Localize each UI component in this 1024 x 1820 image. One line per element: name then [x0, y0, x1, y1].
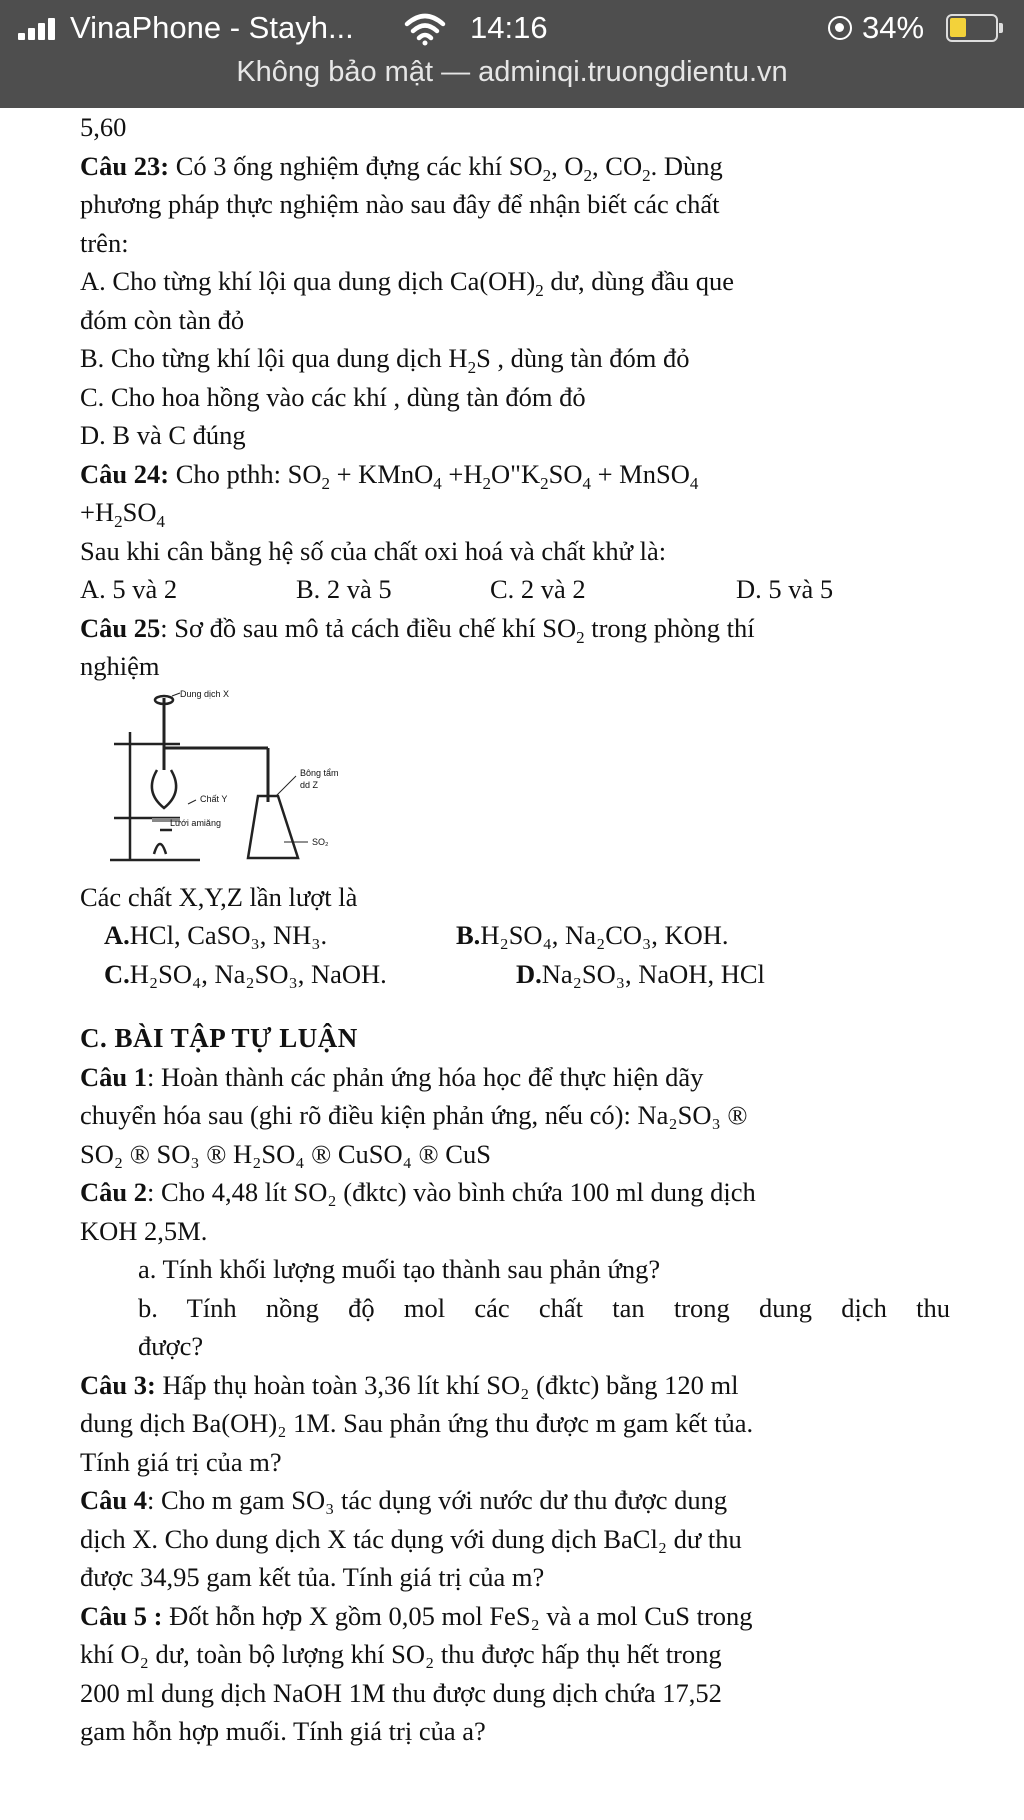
- label-dd-z: dd Z: [300, 779, 319, 790]
- q25-options-row1: [80, 916, 950, 955]
- q25-option-c-text: H₂SO₄, Na₂SO₃, NaOH.: [129, 958, 387, 989]
- c3-label: Câu 3:: [80, 1369, 156, 1400]
- q24-text: + KMnO: [329, 458, 434, 489]
- q25-question: Các chất X,Y,Z lần lượt là: [80, 881, 358, 912]
- battery-percent: 34%: [862, 10, 925, 45]
- c1-label: Câu 1: [80, 1061, 148, 1092]
- q23-option-a-text: dư, dùng đầu que: [543, 266, 735, 296]
- c2-part-b-cont: được?: [138, 1331, 204, 1361]
- q25-option-b-text: H₂SO₄, Na₂CO₃, KOH.: [480, 920, 729, 950]
- c5-label: Câu 5 :: [80, 1600, 163, 1631]
- q25-option-d-text: Na₂SO₃, NaOH, HCl: [541, 958, 765, 989]
- q24-text: +H: [441, 458, 483, 489]
- c1-line1: [80, 1058, 950, 1097]
- q24-label: Câu 24:: [80, 458, 170, 489]
- c4-line1: [80, 1481, 950, 1520]
- q23-line2: phương pháp thực nghiệm nào sau đây để nhận biết các chất: [80, 189, 720, 219]
- c5-line1: [80, 1597, 950, 1636]
- c3-line3: Tính giá trị của m?: [80, 1446, 282, 1477]
- label-dung-dich-x: Dung dịch X: [180, 688, 230, 699]
- q23-text: , O: [551, 150, 584, 181]
- q23-text: , CO: [592, 150, 643, 181]
- rotation-lock-icon: [828, 16, 852, 40]
- q23-text: Có 3 ống nghiệm đựng các khí SO: [169, 150, 543, 181]
- signal-icon: [18, 18, 56, 40]
- battery-icon: [946, 14, 998, 42]
- q25-line2: nghiệm: [80, 651, 160, 681]
- c4-label: Câu 4: [80, 1485, 148, 1515]
- q25-text: trong phòng thí: [584, 612, 755, 643]
- c2-text: : Cho 4,48 lít SO₂ (đktc) vào bình chứa 100 ml dung dịch: [147, 1177, 756, 1207]
- q23-option-a: A. Cho từng khí lội qua dung dịch $Ca(OH)_2$ dư, dùng đầu que: [80, 266, 735, 300]
- label-luoi-amiang: Lưới amiăng: [170, 817, 221, 828]
- q25-label: Câu 25: [80, 612, 161, 643]
- c2-part-b: b. Tính nồng độ mol các chất tan trong dung dịch thu: [138, 1292, 950, 1323]
- q24-question: Sau khi cân bằng hệ số của chất oxi hoá và chất khử là:: [80, 535, 667, 566]
- q25-option-b: [456, 916, 729, 955]
- q24-text: O"K: [491, 458, 541, 489]
- c2-part-a: a. Tính khối lượng muối tạo thành sau phản ứng?: [138, 1254, 661, 1284]
- browser-chrome: [0, 0, 1024, 108]
- q24-text: +H: [80, 497, 115, 527]
- q23-option-b-text: S , dùng tàn đóm đỏ: [476, 343, 690, 373]
- c5-line4: gam hỗn hợp muối. Tính giá trị của a?: [80, 1716, 486, 1746]
- c4-line2: dịch X. Cho dung dịch X tác dụng với dung dịch BaCl₂ dư thu: [80, 1523, 742, 1554]
- q25-options-row2: [80, 955, 950, 994]
- section-heading: C. BÀI TẬP TỰ LUẬN: [80, 1023, 358, 1053]
- q24-line1: Câu 24: Cho pthh: $SO_2$ + KMnO$_4$ $+H_2O"K_2SO_4$ + MnSO$_4$: [80, 458, 699, 493]
- c2-label: Câu 2: [80, 1177, 148, 1207]
- c2-line1: [80, 1173, 950, 1212]
- c4-line3: được 34,95 gam kết tủa. Tính giá trị của m?: [80, 1562, 545, 1592]
- carrier-name: VinaPhone - Stayh...: [70, 10, 354, 45]
- c1-text: : Hoàn thành các phản ứng hóa học để thực hiện dãy: [147, 1061, 704, 1092]
- q24-text: + MnSO: [590, 458, 690, 489]
- q24-option-d: D. 5 và 5: [736, 574, 834, 604]
- c5-line3: 200 ml dung dịch NaOH 1M thu được dung dịch chứa 17,52: [80, 1677, 722, 1708]
- q24-options: [80, 570, 950, 609]
- so2-apparatus-diagram: [100, 688, 360, 870]
- q23-option-d: D. B và C đúng: [80, 420, 246, 450]
- q24-option-b: B. 2 và 5: [296, 574, 392, 604]
- q23-option-b: B. Cho từng khí lội qua dung dịch $H_2S$ , dùng tàn đóm đỏ: [80, 343, 690, 377]
- q24-text: SO: [122, 497, 157, 527]
- q25-option-a-text: HCl, CaSO₃, NH₃.: [129, 920, 328, 950]
- label-chat-y: Chất Y: [200, 793, 228, 804]
- label-so2: SO₂: [312, 836, 329, 847]
- status-bar: [0, 8, 1024, 52]
- q25-option-d-label: D.: [516, 958, 542, 989]
- c3-line1: [80, 1366, 950, 1405]
- q23-option-b-text: B. Cho từng khí lội qua dung dịch H: [80, 343, 468, 373]
- c1-line2: chuyển hóa sau (ghi rõ điều kiện phản ứng, nếu có): Na₂SO₃ ®: [80, 1100, 748, 1130]
- q23-label: Câu 23:: [80, 150, 170, 181]
- c4-text: : Cho m gam SO₃ tác dụng với nước dư thu được dung: [147, 1485, 728, 1515]
- c3-text: Hấp thụ hoàn toàn 3,36 lít khí SO₂ (đktc) bằng 120 ml: [155, 1369, 739, 1400]
- q25-option-b-label: B.: [456, 920, 481, 950]
- q25-line1: Câu 25: Sơ đồ sau mô tả cách điều chế khí $SO_2$ trong phòng thí: [80, 612, 755, 647]
- q23-option-a-cont: đóm còn tàn đỏ: [80, 304, 245, 335]
- c1-line3: SO₂ ® SO₃ ® H₂SO₄ ® CuSO₄ ® CuS: [80, 1138, 491, 1169]
- c3-line2: dung dịch Ba(OH)₂ 1M. Sau phản ứng thu được m gam kết tủa.: [80, 1408, 754, 1438]
- c5-line2: khí O₂ dư, toàn bộ lượng khí SO₂ thu được hấp thụ hết trong: [80, 1639, 722, 1669]
- document-content: [80, 108, 950, 1751]
- q23-line1: Câu 23: Có 3 ống nghiệm đựng các khí $SO_2$, $O_2$, $CO_2$. Dùng: [80, 150, 723, 185]
- q25-option-a-label: A.: [104, 920, 130, 950]
- previous-answer: 5,60: [80, 112, 127, 142]
- q25-text: : Sơ đồ sau mô tả cách điều chế khí SO: [160, 612, 577, 643]
- q24-text: SO: [548, 458, 583, 489]
- c2-line2: KOH 2,5M.: [80, 1215, 208, 1246]
- q25-option-a: [104, 916, 456, 955]
- q24-option-a: A. 5 và 2: [80, 574, 178, 604]
- q25-option-c: [104, 955, 516, 994]
- q23-text: . Dùng: [650, 150, 723, 181]
- address-bar[interactable]: Không bảo mật — adminqi.truongdientu.vn: [236, 56, 788, 88]
- q23-option-c: C. Cho hoa hồng vào các khí , dùng tàn đóm đỏ: [80, 381, 586, 412]
- wifi-icon: [404, 12, 446, 46]
- label-bong-tam: Bông tẩm: [300, 767, 339, 778]
- q25-option-c-label: C.: [104, 958, 130, 989]
- q24-line2: $+H_2SO_4$: [80, 497, 165, 531]
- clock: 14:16: [470, 10, 548, 45]
- c5-text: Đốt hỗn hợp X gồm 0,05 mol FeS₂ và a mol CuS trong: [162, 1600, 753, 1631]
- q23-option-a-text: A. Cho từng khí lội qua dung dịch Ca(OH): [80, 266, 536, 296]
- q25-option-d: [516, 955, 765, 994]
- q23-line3: trên:: [80, 227, 129, 258]
- q24-text: Cho pthh: SO: [169, 458, 322, 489]
- q24-option-c: C. 2 và 2: [490, 574, 586, 604]
